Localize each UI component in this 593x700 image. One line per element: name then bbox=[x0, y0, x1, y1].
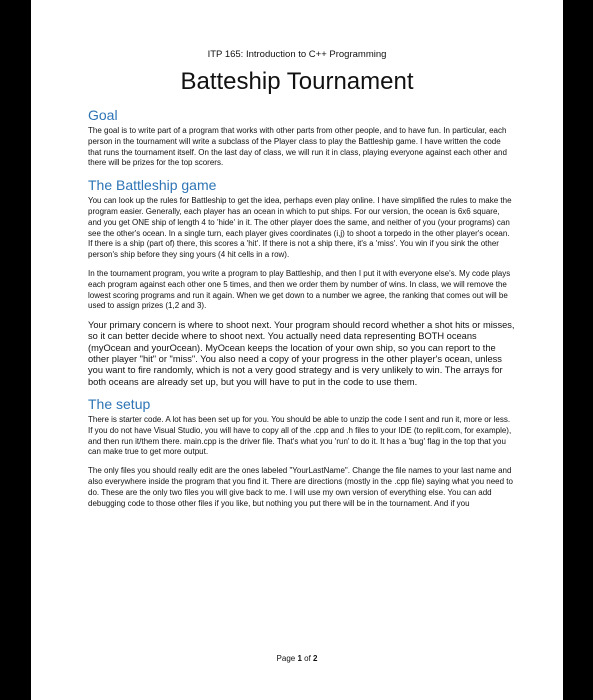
document-title: Batteship Tournament bbox=[180, 68, 414, 95]
document-body bbox=[88, 107, 515, 517]
battleship-heading: The Battleship game bbox=[88, 177, 217, 194]
setup-paragraph-2: The only files you should really edit are the ones labeled "YourLastName". Change the file names to your last name and also everywhere inside the program that you find it. There are directions (mostly in the .cpp file) saying what you need to do. These are the only two files you will give back to me. I will use my own version of everything else. You can add debugging code to those other files if you like, but nothing you put there will be in the tournament. And if you bbox=[88, 466, 513, 508]
battleship-paragraph-1: You can look up the rules for Battleship to get the idea, perhaps even play online. I have simplified the rules to make the program easier. Generally, each player has an ocean in which to put ships. For our version, the ocean is 6x6 square, and you get ONE ship of length 4 to 'hide' in it. The other player does the same, and neither of you (your programs) can see the other's ocean. In a single turn, each player gives coordinates (i,j) to shoot a torpedo in the other player's ocean. If there is a ship (part of) there, this scores a 'hit'. If there is not a ship there, it's a 'miss'. You win if you sink the other person's ship before they sing yours (4 hit cells in a row). bbox=[88, 196, 512, 260]
setup-heading: The setup bbox=[88, 395, 151, 412]
battleship-paragraph-3: Your primary concern is where to shoot next. Your program should record whether a shot hits or misses, so it can better decide where to shoot next. You actually need data representing BOTH oceans (myOcean and yourOcean). MyOcean keeps the location of your own ship, so you can report to the other player "hit" or "miss". You also need a copy of your progress in the other player's ocean, unless you want to fire randomly, which is not a very good strategy and is very unlikely to win. The arrays for both oceans are already set up, but you will have to put in the code to use them. bbox=[88, 320, 515, 387]
setup-section bbox=[88, 396, 515, 509]
setup-paragraph-1: There is starter code. A lot has been set up for you. You should be able to unzip the code I sent and run it, more or less. If you do not have Visual Studio, you will have to copy all of the .cpp and .h files to your IDE (to replit.com, for example), and then run it/them there. main.cpp is the driver file. That's what you 'run' to do it. It has a 'bug' flag in the top that you can make true to get more output. bbox=[88, 414, 512, 457]
current-page: 1 bbox=[297, 654, 302, 663]
course-subtitle: ITP 165: Introduction to C++ Programming bbox=[207, 49, 387, 60]
goal-heading: Goal bbox=[88, 107, 118, 123]
page-middle: of bbox=[301, 654, 314, 663]
battleship-paragraph-2: In the tournament program, you write a program to play Battleship, and then I put it with everyone else's. My code plays each program against each other one 5 times, and then we order them by number of wins. In class, we will remove the lowest scoring programs and run it again. When we get down to a number we agree, the ranking that comes out will be used to assign prizes (1,2 and 3). bbox=[88, 268, 511, 311]
goal-section bbox=[88, 107, 515, 169]
total-pages: 2 bbox=[313, 654, 318, 663]
document-page bbox=[31, 0, 563, 700]
battleship-section bbox=[88, 177, 515, 388]
page-number bbox=[31, 654, 563, 665]
goal-paragraph: The goal is to write part of a program that works with other parts from other people, and to have fun. In particular, each person in the tournament will write a subclass of the Player class to play the Battleship game. I have written the code that runs the tournament itself. On the last day of class, we will run it in class, playing everyone against each other and there will be prizes for the top scorers. bbox=[88, 126, 507, 168]
page-prefix: Page bbox=[276, 654, 298, 663]
